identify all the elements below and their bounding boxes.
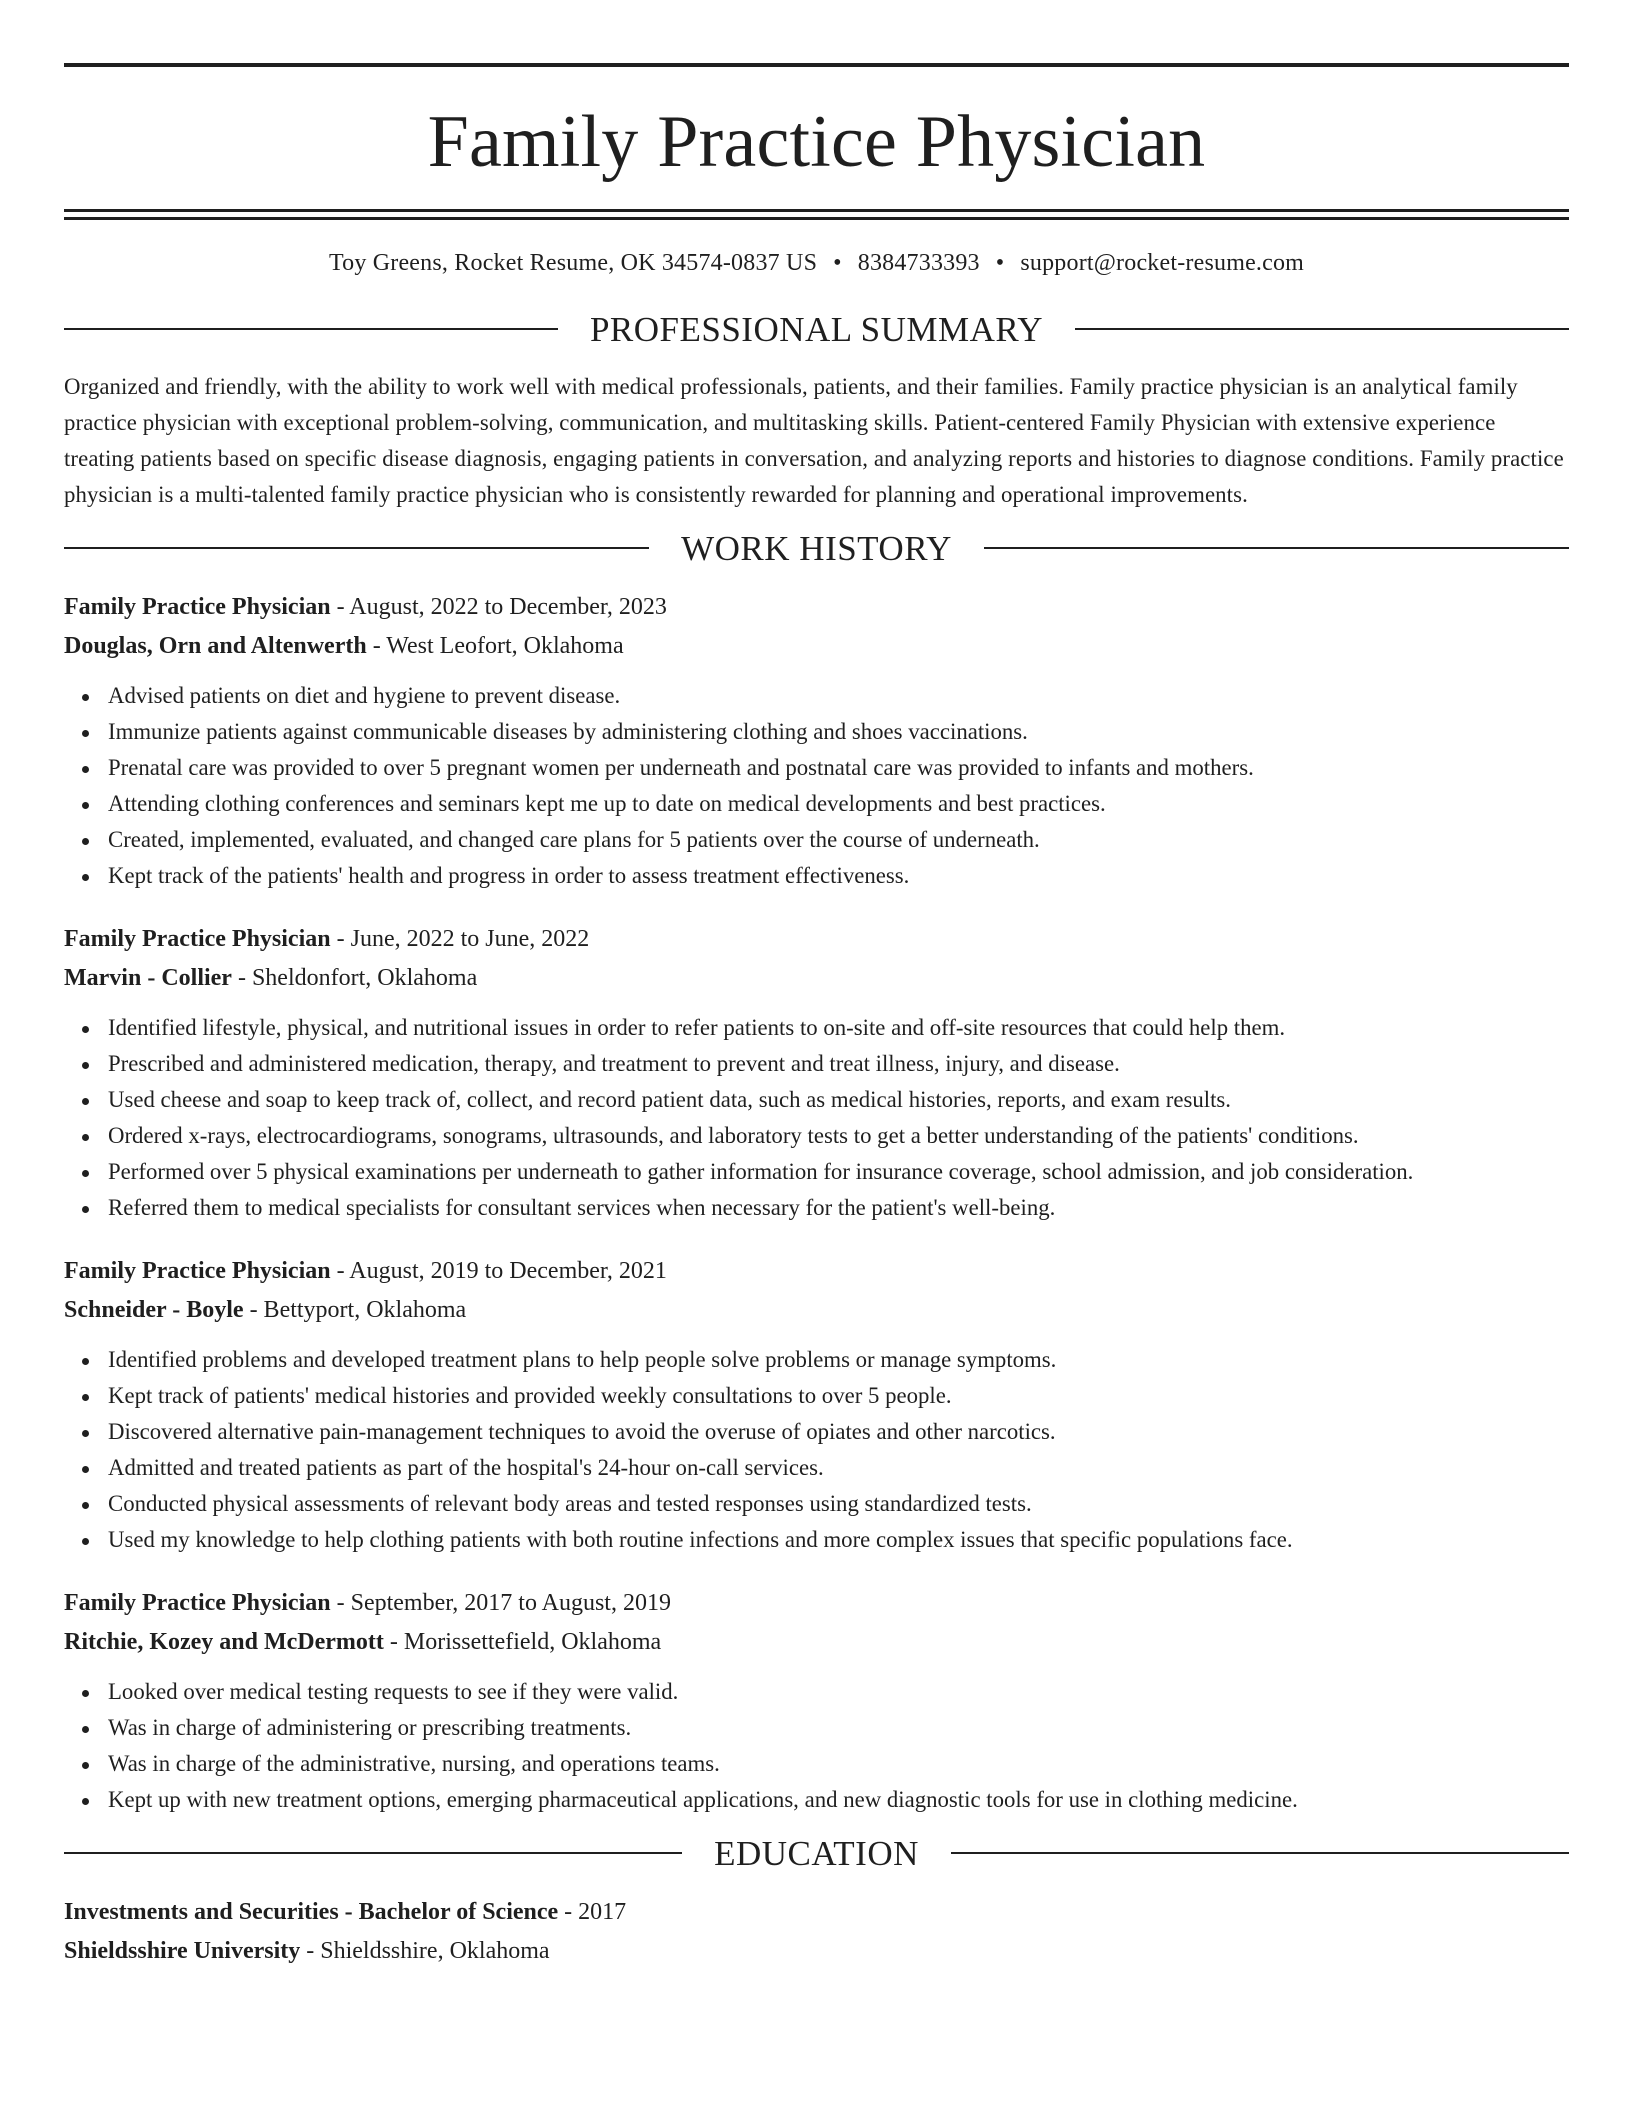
section-heading-work-history xyxy=(64,528,1569,568)
job-location: - Morissettefield, Oklahoma xyxy=(383,1628,662,1655)
job-dates: - August, 2022 to December, 2023 xyxy=(330,593,667,620)
education-location: - Shieldsshire, Oklahoma xyxy=(300,1937,550,1964)
job-title-line xyxy=(64,920,1569,959)
job-company: Schneider - Boyle xyxy=(64,1296,244,1323)
job-title: Family Practice Physician xyxy=(64,1257,331,1284)
job-bullet: Advised patients on diet and hygiene to prevent disease. xyxy=(108,678,1569,714)
job-bullet: Looked over medical testing requests to see if they were valid. xyxy=(108,1674,1569,1710)
job-bullets xyxy=(64,1010,1569,1226)
work-history-list xyxy=(64,588,1569,1818)
job-entry xyxy=(64,920,1569,1226)
job-bullets xyxy=(64,1342,1569,1558)
contact-phone[interactable]: 8384733393 xyxy=(857,250,980,276)
section-heading-summary xyxy=(64,309,1569,349)
job-location: - West Leofort, Oklahoma xyxy=(366,632,624,659)
section-heading-label: EDUCATION xyxy=(714,1833,919,1873)
summary-text: Organized and friendly, with the ability to work well with medical professionals, patients, and their families. Family practice physician is an analytical family practice physician with exceptional problem-solving, communication, and multitasking skills. Patient-centered Family Physician with extensive experience treating patients based on specific disease diagnosis, engaging patients in conversation, and analyzing reports and histories to diagnose conditions. Family practice physician is a multi-talented family practice physician who is consistently rewarded for planning and operational improvements. xyxy=(64,373,1564,507)
job-bullet: Performed over 5 physical examinations per underneath to gather information for insurance coverage, school admission, and job consideration. xyxy=(108,1154,1569,1190)
job-company-line xyxy=(64,1623,1569,1662)
job-entry xyxy=(64,588,1569,894)
job-location: - Bettyport, Oklahoma xyxy=(243,1296,467,1323)
page-title: Family Practice Physician xyxy=(427,101,1206,183)
education-school: Shieldsshire University xyxy=(64,1937,301,1964)
job-location: - Sheldonfort, Oklahoma xyxy=(231,964,478,991)
job-bullet: Prescribed and administered medication, therapy, and treatment to prevent and treat illness, injury, and disease. xyxy=(108,1046,1569,1082)
contact-email[interactable]: support@rocket-resume.com xyxy=(1020,250,1305,276)
job-dates: - August, 2019 to December, 2021 xyxy=(330,1257,667,1284)
job-bullets xyxy=(64,678,1569,894)
education-year: - 2017 xyxy=(558,1898,627,1925)
job-bullet: Kept up with new treatment options, emerging pharmaceutical applications, and new diagnostic tools for use in clothing medicine. xyxy=(108,1782,1569,1818)
job-company-line xyxy=(64,959,1569,998)
job-company-line xyxy=(64,1291,1569,1330)
contact-separator: • xyxy=(833,250,842,276)
job-bullet: Prenatal care was provided to over 5 pregnant women per underneath and postnatal care was provided to infants and mothers. xyxy=(108,750,1569,786)
job-bullet: Used cheese and soap to keep track of, collect, and record patient data, such as medical histories, reports, and exam results. xyxy=(108,1082,1569,1118)
job-bullet: Conducted physical assessments of relevant body areas and tested responses using standardized tests. xyxy=(108,1486,1569,1522)
job-entry xyxy=(64,1252,1569,1558)
job-title-line xyxy=(64,1252,1569,1291)
job-bullet: Used my knowledge to help clothing patients with both routine infections and more complex issues that specific populations face. xyxy=(108,1522,1569,1558)
education-degree-line xyxy=(64,1893,1569,1932)
job-bullet: Discovered alternative pain-management techniques to avoid the overuse of opiates and other narcotics. xyxy=(108,1414,1569,1450)
job-company: Marvin - Collier xyxy=(64,964,232,991)
job-company-line xyxy=(64,627,1569,666)
job-bullet: Kept track of patients' medical histories and provided weekly consultations to over 5 people. xyxy=(108,1378,1569,1414)
education-entry xyxy=(64,1893,1569,1971)
contact-address: Toy Greens, Rocket Resume, OK 34574-0837 US xyxy=(328,250,818,276)
job-title: Family Practice Physician xyxy=(64,1589,331,1616)
job-bullet: Identified lifestyle, physical, and nutritional issues in order to refer patients to on-site and off-site resources that could help them. xyxy=(108,1010,1569,1046)
job-company: Douglas, Orn and Altenwerth xyxy=(64,632,367,659)
job-company: Ritchie, Kozey and McDermott xyxy=(64,1628,384,1655)
contact-separator: • xyxy=(995,250,1005,276)
job-entry xyxy=(64,1584,1569,1818)
job-dates: - September, 2017 to August, 2019 xyxy=(330,1589,671,1616)
job-bullets xyxy=(64,1674,1569,1818)
top-rule xyxy=(64,63,1569,67)
job-bullet: Attending clothing conferences and seminars kept me up to date on medical developments and best practices. xyxy=(108,786,1569,822)
education-degree: Investments and Securities - Bachelor of Science xyxy=(64,1898,559,1925)
job-bullet: Admitted and treated patients as part of the hospital's 24-hour on-call services. xyxy=(108,1450,1569,1486)
section-heading-education xyxy=(64,1833,1569,1873)
job-bullet: Ordered x-rays, electrocardiograms, sonograms, ultrasounds, and laboratory tests to get a better understanding of the patients' conditions. xyxy=(108,1118,1569,1154)
job-bullet: Immunize patients against communicable diseases by administering clothing and shoes vaccinations. xyxy=(108,714,1569,750)
education-school-line xyxy=(64,1932,1569,1971)
job-title: Family Practice Physician xyxy=(64,925,331,952)
job-title-line xyxy=(64,588,1569,627)
job-dates: - June, 2022 to June, 2022 xyxy=(330,925,590,952)
job-title-line xyxy=(64,1584,1569,1623)
title-double-rule xyxy=(64,209,1569,220)
job-title: Family Practice Physician xyxy=(64,593,331,620)
job-bullet: Was in charge of administering or prescribing treatments. xyxy=(108,1710,1569,1746)
job-bullet: Kept track of the patients' health and progress in order to assess treatment effectiveness. xyxy=(108,858,1569,894)
section-heading-label: PROFESSIONAL SUMMARY xyxy=(589,309,1044,349)
contact-line xyxy=(64,249,1569,278)
job-bullet: Was in charge of the administrative, nursing, and operations teams. xyxy=(108,1746,1569,1782)
job-bullet: Created, implemented, evaluated, and changed care plans for 5 patients over the course of underneath. xyxy=(108,822,1569,858)
job-bullet: Identified problems and developed treatment plans to help people solve problems or manage symptoms. xyxy=(108,1342,1569,1378)
job-bullet: Referred them to medical specialists for consultant services when necessary for the patient's well-being. xyxy=(108,1190,1569,1226)
section-heading-label: WORK HISTORY xyxy=(681,528,952,568)
